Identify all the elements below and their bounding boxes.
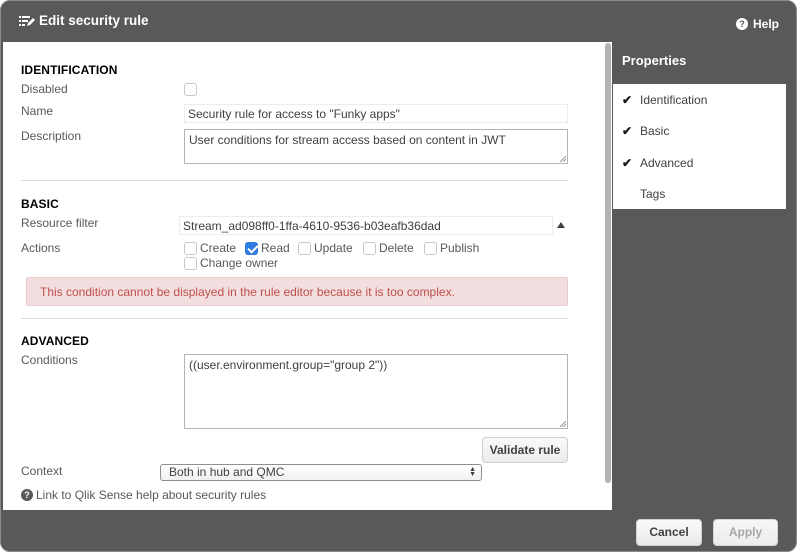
read-checkbox[interactable] <box>245 242 258 255</box>
conditions-text: ((user.environment.group="group 2")) <box>189 358 388 372</box>
description-textarea[interactable] <box>184 129 568 164</box>
resize-grip-icon[interactable] <box>560 421 566 427</box>
resize-grip-icon[interactable] <box>560 156 566 162</box>
help-link-text: Link to Qlik Sense help about security rules <box>36 488 267 502</box>
delete-checkbox[interactable] <box>363 242 376 255</box>
disabled-label: Disabled <box>21 82 68 96</box>
edit-list-icon <box>19 15 35 27</box>
scrollbar[interactable] <box>604 42 612 510</box>
delete-label: Delete <box>379 241 414 255</box>
section-divider <box>21 180 568 181</box>
cancel-button[interactable]: Cancel <box>636 519 702 546</box>
name-label: Name <box>21 104 54 118</box>
check-icon: ✔ <box>622 92 633 107</box>
properties-item-identification[interactable] <box>613 84 786 115</box>
create-label: Create <box>200 241 237 255</box>
change-owner-label: Change owner <box>200 256 279 270</box>
properties-item-advanced[interactable] <box>613 147 786 178</box>
action-read[interactable] <box>245 241 290 255</box>
collapse-arrow-icon[interactable] <box>557 222 565 228</box>
help-label: Help <box>752 17 779 31</box>
context-selected-value: Both in hub and QMC <box>169 465 285 479</box>
help-button[interactable] <box>736 17 779 31</box>
change-owner-checkbox[interactable] <box>184 257 197 270</box>
question-circle-icon: ? <box>736 18 748 30</box>
action-publish[interactable] <box>424 241 479 255</box>
action-change-owner[interactable] <box>184 256 278 270</box>
conditions-textarea[interactable] <box>184 354 568 429</box>
description-text: User conditions for stream access based on content in JWT <box>189 133 506 147</box>
action-update[interactable] <box>298 241 353 255</box>
properties-item-label: Identification <box>640 92 708 107</box>
disabled-checkbox[interactable] <box>184 83 197 96</box>
properties-item-label: Tags <box>640 186 666 201</box>
description-label: Description <box>21 129 82 143</box>
update-label: Update <box>314 241 353 255</box>
section-divider <box>21 318 568 319</box>
actions-label: Actions <box>21 241 61 255</box>
dialog-header <box>1 1 797 42</box>
dialog-title-text: Edit security rule <box>39 13 149 28</box>
resource-filter-label: Resource filter <box>21 216 99 230</box>
properties-item-tags[interactable] <box>613 178 786 209</box>
publish-checkbox[interactable] <box>424 242 437 255</box>
identification-heading: IDENTIFICATION <box>21 63 118 77</box>
publish-label: Publish <box>440 241 480 255</box>
advanced-heading: ADVANCED <box>21 334 89 348</box>
apply-button[interactable]: Apply <box>713 519 778 546</box>
scrollbar-thumb[interactable] <box>605 43 611 483</box>
select-arrows-icon: ▲ ▼ <box>469 466 476 478</box>
rule-editor-panel <box>3 42 612 510</box>
security-rules-help-link[interactable] <box>21 488 266 502</box>
action-delete[interactable] <box>363 241 414 255</box>
dialog-title <box>19 13 149 28</box>
check-icon: ✔ <box>622 155 633 170</box>
read-label: Read <box>261 241 290 255</box>
question-circle-icon: ? <box>21 489 33 501</box>
name-input[interactable]: Security rule for access to "Funky apps" <box>184 104 568 123</box>
complex-condition-alert: This condition cannot be displayed in the rule editor because it is too complex. <box>26 277 568 306</box>
conditions-label: Conditions <box>21 353 78 367</box>
properties-heading: Properties <box>622 53 687 68</box>
update-checkbox[interactable] <box>298 242 311 255</box>
check-icon: ✔ <box>622 123 633 138</box>
properties-item-basic[interactable] <box>613 115 786 146</box>
properties-list <box>613 84 786 209</box>
validate-rule-button[interactable]: Validate rule <box>482 437 568 463</box>
context-label: Context <box>21 464 63 478</box>
resource-filter-input[interactable]: Stream_ad098ff0-1ffa-4610-9536-b03eafb36dad <box>179 216 553 235</box>
basic-heading: BASIC <box>21 197 59 211</box>
properties-item-label: Advanced <box>640 155 694 170</box>
context-select[interactable] <box>160 464 482 481</box>
properties-item-label: Basic <box>640 123 670 138</box>
create-checkbox[interactable] <box>184 242 197 255</box>
action-create[interactable] <box>184 241 236 255</box>
